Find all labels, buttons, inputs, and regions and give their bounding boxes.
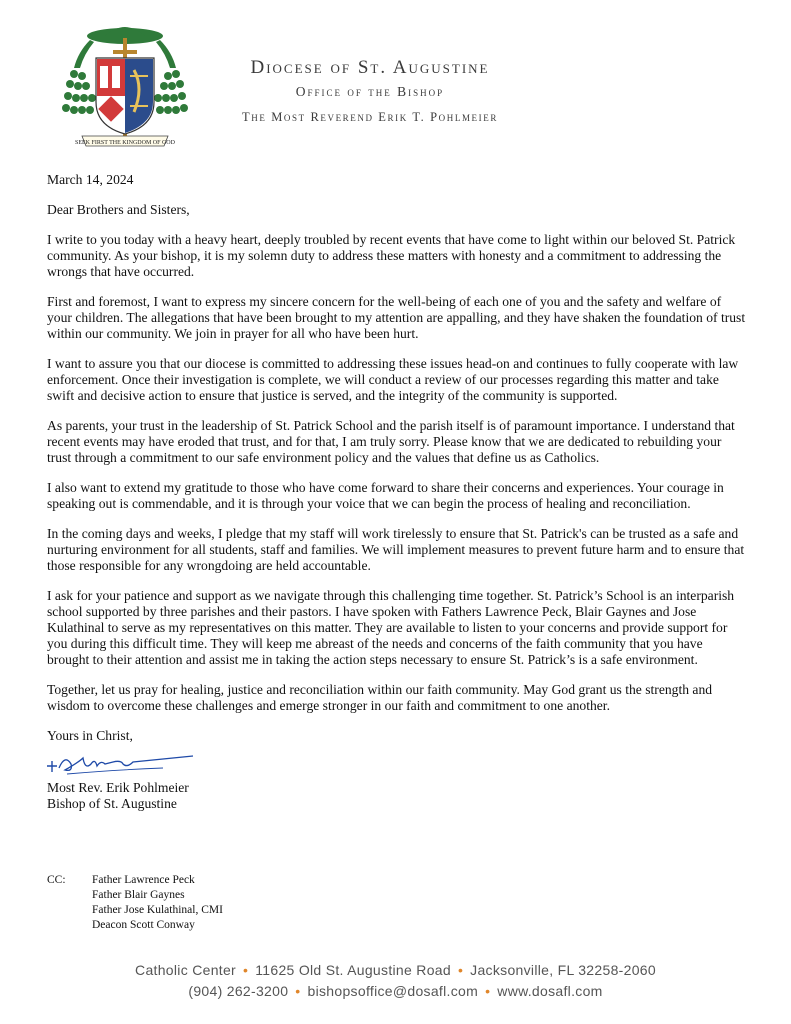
bullet-separator: •	[295, 983, 301, 999]
bullet-separator: •	[457, 962, 464, 978]
bullet-separator: •	[243, 962, 249, 978]
cc-label: CC:	[47, 874, 66, 886]
paragraph-4: As parents, your trust in the leadership of St. Patrick School and the parish itself is of paramount importance. I understand that recent events may have eroded that trust, and for that, I am truly sorry. Please know that we are dedicated to rebuilding your trust through a commitment to our safe environment policy and the values that define us as Catholics.	[47, 418, 735, 465]
signature-image	[43, 748, 223, 776]
paragraph-8: Together, let us pray for healing, justice and reconciliation within our faith community. May God grant us the strength and wisdom to overcome these challenges and emerge stronger in our faith and commitment to one another.	[47, 682, 713, 713]
cc-recipient: Father Lawrence Peck	[92, 874, 195, 886]
paragraph-1: I write to you today with a heavy heart, deeply troubled by recent events that have come to light within our beloved St. Patrick community. As your bishop, it is my solemn duty to address these matters with honesty and a commitment to addressing the wrongs that have occurred.	[47, 232, 736, 279]
bullet-separator: •	[485, 983, 491, 999]
footer-line-1	[0, 960, 791, 981]
diocese-name: Diocese of St. Augustine	[250, 57, 490, 78]
paragraph-6: In the coming days and weeks, I pledge that my staff will work tirelessly to ensure that St. Patrick's can be trusted as a safe and nurturing environment for all students, staff and families. We will implement measures to prevent future harm and to ensure that those responsible for any wrongdoing are held accountable.	[47, 526, 745, 573]
closing: Yours in Christ,	[47, 728, 133, 743]
signer-name: Most Rev. Erik Pohlmeier	[47, 780, 189, 795]
footer-city: Jacksonville, FL 32258-2060	[470, 962, 656, 978]
letter-body	[47, 172, 747, 812]
coat-of-arms-icon	[58, 18, 193, 148]
footer-address: 11625 Old St. Augustine Road	[255, 962, 451, 978]
letterhead	[190, 56, 550, 125]
signer-title: Bishop of St. Augustine	[47, 796, 177, 811]
footer-org: Catholic Center	[135, 962, 237, 978]
cc-recipient: Deacon Scott Conway	[92, 919, 195, 931]
letter-date: March 14, 2024	[47, 172, 134, 187]
cc-recipient: Father Blair Gaynes	[92, 889, 185, 901]
salutation: Dear Brothers and Sisters,	[47, 202, 190, 217]
paragraph-5: I also want to extend my gratitude to those who have come forward to share their concerns and experiences. Your courage in speaking out is commendable, and it is through your voice that we can begin the process of healing and reconciliation.	[47, 480, 724, 511]
paragraph-3: I want to assure you that our diocese is committed to addressing these issues head-on and continues to fully cooperate with law enforcement. Once their investigation is complete, we will conduct a review of our processes regarding this matter and take swift and decisive action to ensure that justice is served, and the integrity of the community is supported.	[47, 356, 739, 403]
crest-motto: SEEK FIRST THE KINGDOM OF GOD	[75, 140, 175, 146]
cc-recipient: Father Jose Kulathinal, CMI	[92, 904, 223, 916]
cc-list	[92, 873, 332, 933]
office-name: Office of the Bishop	[295, 84, 445, 99]
footer-line-2	[0, 981, 791, 1002]
footer-email[interactable]: bishopsoffice@dosafl.com	[307, 983, 479, 999]
paragraph-7: I ask for your patience and support as we navigate through this challenging time together. St. Patrick’s School is an interparish school supported by three parishes and their pastors. I have spoken with Fathers Lawrence Peck, Blair Gaynes and Jose Kulathinal to serve as my representatives on this matter. They are available to listen to your concerns and provide support for you during this difficult time. They will keep me abreast of the needs and concerns of the faith community that you have brought to their attention and assist me in taking the action steps necessary to ensure St. Patrick’s is a safe environment.	[47, 588, 735, 667]
footer-website[interactable]: www.dosafl.com	[497, 983, 603, 999]
paragraph-2: First and foremost, I want to express my sincere concern for the well-being of each one of you and the safety and welfare of your children. The allegations that have been brought to my attention are appalling, and they have shaken the foundation of trust within our community. We join in prayer for all who have been hurt.	[47, 294, 746, 341]
footer	[0, 960, 791, 1002]
bishop-name: The Most Reverend Erik T. Pohlmeier	[242, 110, 498, 124]
footer-phone: (904) 262-3200	[188, 983, 289, 999]
